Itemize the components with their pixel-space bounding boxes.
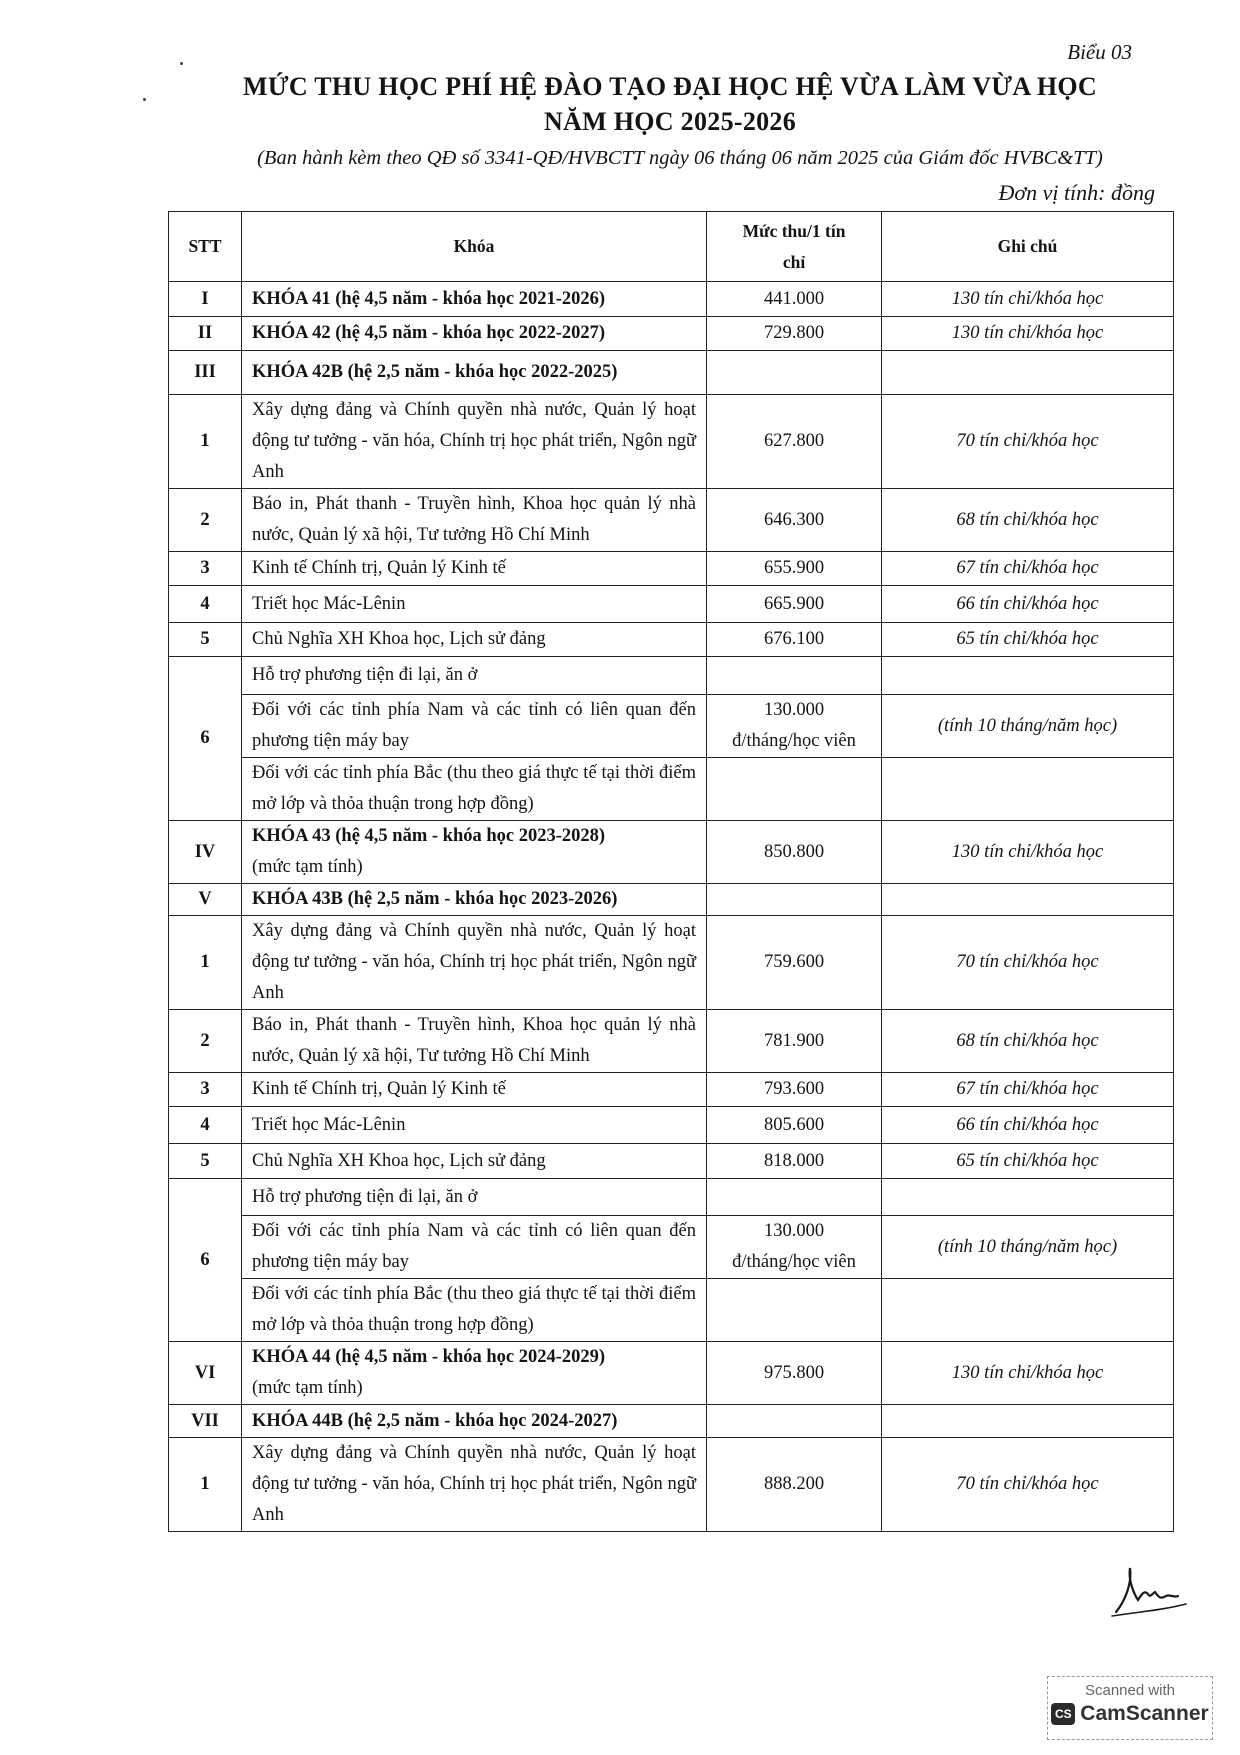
row-course-remark: (mức tạm tính) <box>252 857 363 877</box>
support-fee-amount: 130.000 <box>763 700 825 720</box>
table-row <box>169 552 1174 586</box>
support-note: (tính 10 tháng/năm học) <box>882 1216 1174 1279</box>
issuance-note: (Ban hành kèm theo QĐ số 3341-QĐ/HVBCTT ngày 06 tháng 06 năm 2025 của Giám đốc HVBC&TT) <box>257 147 1103 169</box>
row-fee: 818.000 <box>707 1144 882 1179</box>
table-row <box>169 1216 1174 1279</box>
table-row <box>169 1279 1174 1342</box>
row-note: 68 tín chỉ/khóa học <box>882 489 1174 552</box>
academic-year-title: NĂM HỌC 2025-2026 <box>543 107 797 136</box>
row-course: Xây dựng đảng và Chính quyền nhà nước, Quản lý hoạt động tư tưởng - văn hóa, Chính trị học phát triển, Ngôn ngữ Anh <box>242 395 707 489</box>
header-course: Khóa <box>242 212 707 282</box>
row-fee: 676.100 <box>707 623 882 657</box>
row-note: 68 tín chỉ/khóa học <box>882 1010 1174 1073</box>
row-stt: 2 <box>169 489 242 552</box>
table-row <box>169 351 1174 395</box>
row-note: 130 tín chỉ/khóa học <box>882 821 1174 884</box>
table-row <box>169 916 1174 1010</box>
table-row <box>169 1107 1174 1144</box>
row-fee <box>707 884 882 916</box>
row-stt: 5 <box>169 1144 242 1179</box>
row-note: 67 tín chỉ/khóa học <box>882 552 1174 586</box>
row-stt: III <box>169 351 242 395</box>
table-header-row <box>169 212 1174 282</box>
header-fee-line1: Mức thu/1 tín <box>742 220 846 241</box>
row-stt: VI <box>169 1342 242 1405</box>
row-stt: 2 <box>169 1010 242 1073</box>
row-fee <box>707 351 882 395</box>
header-stt: STT <box>169 212 242 282</box>
table-row <box>169 1405 1174 1438</box>
row-stt: VII <box>169 1405 242 1438</box>
row-note: 130 tín chỉ/khóa học <box>882 282 1174 317</box>
support-fee <box>707 695 882 758</box>
support-fee-unit: đ/tháng/học viên <box>732 1252 856 1272</box>
table-row <box>169 695 1174 758</box>
table-row <box>169 282 1174 317</box>
row-stt: 1 <box>169 916 242 1010</box>
row-stt: 6 <box>169 1179 242 1342</box>
table-row <box>169 395 1174 489</box>
row-stt: IV <box>169 821 242 884</box>
row-fee: 655.900 <box>707 552 882 586</box>
row-course: Xây dựng đảng và Chính quyền nhà nước, Quản lý hoạt động tư tưởng - văn hóa, Chính trị học phát triển, Ngôn ngữ Anh <box>242 916 707 1010</box>
table-row <box>169 1010 1174 1073</box>
support-fee <box>707 1216 882 1279</box>
row-course: Chủ Nghĩa XH Khoa học, Lịch sử đảng <box>242 1144 707 1179</box>
table-row <box>169 1179 1174 1216</box>
camscanner-logo-icon: CS <box>1051 1703 1075 1725</box>
row-fee: 850.800 <box>707 821 882 884</box>
support-fee-unit: đ/tháng/học viên <box>732 731 856 751</box>
support-north: Đối với các tỉnh phía Bắc (thu theo giá thực tế tại thời điểm mở lớp và thỏa thuận trong hợp đồng) <box>242 1279 707 1342</box>
row-note: 65 tín chỉ/khóa học <box>882 1144 1174 1179</box>
table-row <box>169 1073 1174 1107</box>
row-fee: 805.600 <box>707 1107 882 1144</box>
row-stt: 5 <box>169 623 242 657</box>
table-row <box>169 657 1174 695</box>
row-stt: 4 <box>169 586 242 623</box>
table-row <box>169 1144 1174 1179</box>
row-course: KHÓA 44B (hệ 2,5 năm - khóa học 2024-2027) <box>242 1405 707 1438</box>
header-fee-line2: chỉ <box>782 251 806 272</box>
row-course: Xây dựng đảng và Chính quyền nhà nước, Quản lý hoạt động tư tưởng - văn hóa, Chính trị học phát triển, Ngôn ngữ Anh <box>242 1438 707 1532</box>
row-note: 65 tín chỉ/khóa học <box>882 623 1174 657</box>
row-fee: 665.900 <box>707 586 882 623</box>
row-stt: 6 <box>169 657 242 821</box>
row-stt: 1 <box>169 395 242 489</box>
support-fee-amount: 130.000 <box>763 1221 825 1241</box>
tuition-fee-table <box>168 211 1174 1532</box>
row-fee: 888.200 <box>707 1438 882 1532</box>
table-row <box>169 586 1174 623</box>
row-course: KHÓA 42B (hệ 2,5 năm - khóa học 2022-2025) <box>242 351 707 395</box>
row-stt: 3 <box>169 552 242 586</box>
row-fee: 793.600 <box>707 1073 882 1107</box>
row-course: KHÓA 43B (hệ 2,5 năm - khóa học 2023-2026) <box>242 884 707 916</box>
table-row <box>169 821 1174 884</box>
row-course <box>242 1342 707 1405</box>
row-fee: 729.800 <box>707 317 882 351</box>
row-course: Chủ Nghĩa XH Khoa học, Lịch sử đảng <box>242 623 707 657</box>
row-note: 70 tín chỉ/khóa học <box>882 916 1174 1010</box>
handwritten-signature <box>1108 1560 1188 1620</box>
row-note: 66 tín chỉ/khóa học <box>882 586 1174 623</box>
row-course-title: KHÓA 43 (hệ 4,5 năm - khóa học 2023-2028) <box>252 826 606 846</box>
document-title: MỨC THU HỌC PHÍ HỆ ĐÀO TẠO ĐẠI HỌC HỆ VỪA LÀM VỪA HỌC <box>243 72 1097 101</box>
row-fee <box>707 1405 882 1438</box>
row-note: 67 tín chỉ/khóa học <box>882 1073 1174 1107</box>
row-course: Kinh tế Chính trị, Quản lý Kinh tế <box>242 552 707 586</box>
row-note: 130 tín chỉ/khóa học <box>882 1342 1174 1405</box>
row-fee: 975.800 <box>707 1342 882 1405</box>
table-row <box>169 623 1174 657</box>
row-note <box>882 884 1174 916</box>
row-note <box>882 351 1174 395</box>
scan-speck <box>180 62 183 65</box>
row-note: 70 tín chỉ/khóa học <box>882 395 1174 489</box>
support-title: Hỗ trợ phương tiện đi lại, ăn ở <box>242 1179 707 1216</box>
support-south: Đối với các tỉnh phía Nam và các tỉnh có liên quan đến phương tiện máy bay <box>242 695 707 758</box>
row-note <box>882 1405 1174 1438</box>
row-course <box>242 821 707 884</box>
row-course: Kinh tế Chính trị, Quản lý Kinh tế <box>242 1073 707 1107</box>
row-course-remark: (mức tạm tính) <box>252 1378 363 1398</box>
support-north: Đối với các tỉnh phía Bắc (thu theo giá thực tế tại thời điểm mở lớp và thỏa thuận trong hợp đồng) <box>242 758 707 821</box>
row-course: KHÓA 42 (hệ 4,5 năm - khóa học 2022-2027) <box>242 317 707 351</box>
form-label: Biểu 03 <box>1067 40 1132 64</box>
camscanner-watermark <box>1047 1676 1213 1740</box>
row-note: 66 tín chỉ/khóa học <box>882 1107 1174 1144</box>
header-note: Ghi chú <box>882 212 1174 282</box>
row-course: Báo in, Phát thanh - Truyền hình, Khoa học quản lý nhà nước, Quản lý xã hội, Tư tưởng Hồ Chí Minh <box>242 489 707 552</box>
table-row <box>169 1438 1174 1532</box>
table-row <box>169 317 1174 351</box>
row-course-title: KHÓA 44 (hệ 4,5 năm - khóa học 2024-2029) <box>252 1347 606 1367</box>
row-stt: II <box>169 317 242 351</box>
support-note: (tính 10 tháng/năm học) <box>882 695 1174 758</box>
currency-unit: Đơn vị tính: đồng <box>998 180 1155 205</box>
row-fee: 759.600 <box>707 916 882 1010</box>
row-stt: I <box>169 282 242 317</box>
table-row <box>169 884 1174 916</box>
row-note: 70 tín chỉ/khóa học <box>882 1438 1174 1532</box>
watermark-brand: CamScanner <box>1080 1702 1209 1725</box>
table-row <box>169 489 1174 552</box>
row-stt: 4 <box>169 1107 242 1144</box>
row-course: Triết học Mác-Lênin <box>242 586 707 623</box>
row-note: 130 tín chỉ/khóa học <box>882 317 1174 351</box>
row-stt: 3 <box>169 1073 242 1107</box>
row-stt: 1 <box>169 1438 242 1532</box>
row-course: Báo in, Phát thanh - Truyền hình, Khoa học quản lý nhà nước, Quản lý xã hội, Tư tưởng Hồ Chí Minh <box>242 1010 707 1073</box>
row-fee: 441.000 <box>707 282 882 317</box>
row-stt: V <box>169 884 242 916</box>
watermark-caption: Scanned with <box>1084 1682 1176 1699</box>
row-fee: 781.900 <box>707 1010 882 1073</box>
table-row <box>169 758 1174 821</box>
table-row <box>169 1342 1174 1405</box>
row-fee: 646.300 <box>707 489 882 552</box>
row-course: KHÓA 41 (hệ 4,5 năm - khóa học 2021-2026) <box>242 282 707 317</box>
support-south: Đối với các tỉnh phía Nam và các tỉnh có liên quan đến phương tiện máy bay <box>242 1216 707 1279</box>
header-fee <box>707 212 882 282</box>
row-course: Triết học Mác-Lênin <box>242 1107 707 1144</box>
support-title: Hỗ trợ phương tiện đi lại, ăn ở <box>242 657 707 695</box>
row-fee: 627.800 <box>707 395 882 489</box>
